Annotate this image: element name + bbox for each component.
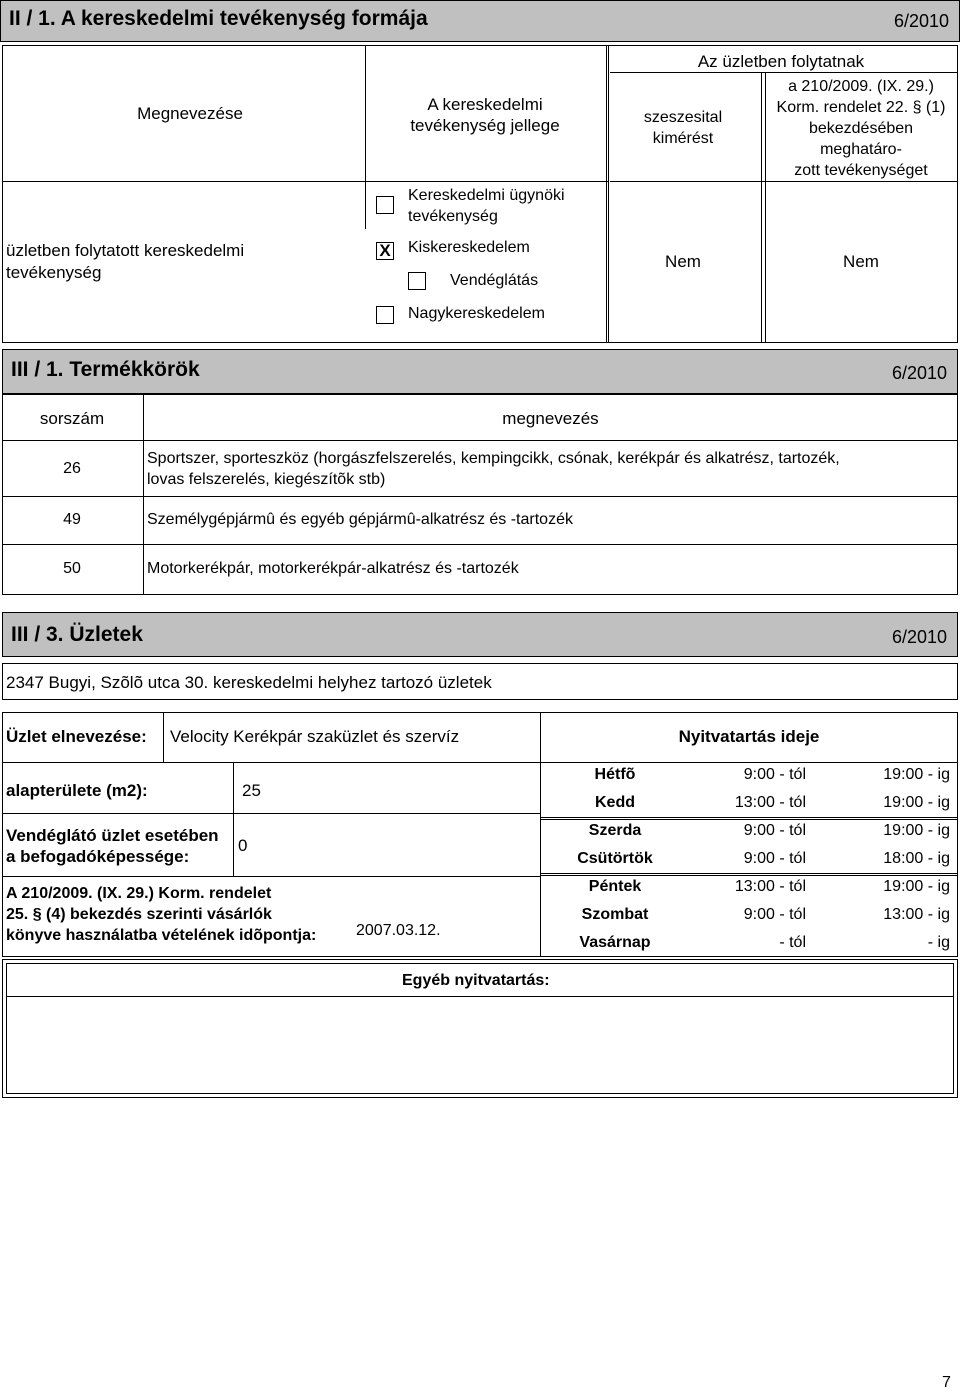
day-label: Szerda <box>588 822 642 839</box>
book-date-value: 2007.03.12. <box>356 922 441 939</box>
checkbox-retail[interactable]: X <box>376 242 394 260</box>
header-decree-line2: Korm. rendelet 22. § (1) <box>776 99 946 116</box>
header-alcohol-line2: kimérést <box>652 130 714 147</box>
row-name-line2: tevékenység <box>6 263 102 282</box>
from-time: 9:00 - tól <box>743 906 806 923</box>
row-serial: 49 <box>63 511 81 528</box>
option-wholesale-label: Nagykereskedelem <box>408 305 545 322</box>
to-time: 18:00 - ig <box>883 850 950 867</box>
from-time: 13:00 - tól <box>734 878 806 895</box>
day-label: Vasárnap <box>579 934 651 951</box>
day-label: Kedd <box>595 794 635 811</box>
header-decree-line5: zott tevékenységet <box>794 162 928 179</box>
book-label-line1: A 210/2009. (IX. 29.) Korm. rendelet <box>6 885 272 902</box>
header-product-name: megnevezés <box>502 409 599 428</box>
header-decree-line4: meghatáro- <box>820 141 902 158</box>
checkbox-wholesale[interactable] <box>376 306 394 324</box>
page-number: 7 <box>942 1374 951 1391</box>
row-product-line1: Sportszer, sporteszköz (horgászfelszerelés, kempingcikk, csónak, kerékpár és alkatrész, tartozék, <box>147 450 840 467</box>
from-time: 13:00 - tól <box>734 794 806 811</box>
header-nature-line1: A kereskedelmi <box>427 95 543 114</box>
row-name-line1: üzletben folytatott kereskedelmi <box>6 241 245 260</box>
to-time: 13:00 - ig <box>883 906 950 923</box>
area-value: 25 <box>242 781 261 800</box>
section-date: 6/2010 <box>891 363 947 383</box>
header-nature-line2: tevékenység jellege <box>410 116 560 135</box>
section-title: III / 1. Termékkörök <box>11 358 200 381</box>
day-label: Péntek <box>588 878 642 895</box>
book-label-line3: könyve használatba vételének idõpontja: <box>6 927 317 944</box>
option-catering-label: Vendéglátás <box>450 272 539 289</box>
day-label: Szombat <box>581 906 649 923</box>
checkbox-catering[interactable] <box>408 272 426 290</box>
capacity-label-line2: a befogadóképessége: <box>6 847 190 866</box>
day-label: Hétfõ <box>594 766 636 783</box>
row-serial: 50 <box>63 560 81 577</box>
option-retail-label: Kiskereskedelem <box>408 239 530 256</box>
store-name-label: Üzlet elnevezése: <box>6 727 147 746</box>
row-product-line1: Személygépjármû és egyéb gépjármû-alkatrész és -tartozék <box>147 511 573 528</box>
alcohol-value: Nem <box>665 252 701 271</box>
opening-hours-label: Nyitvatartás ideje <box>678 727 820 746</box>
header-store-group: Az üzletben folytatnak <box>697 52 865 71</box>
header-decree-line3: bekezdésében <box>808 120 914 137</box>
decree-value: Nem <box>843 252 879 271</box>
capacity-value: 0 <box>238 836 248 855</box>
section-header-stores <box>2 612 958 657</box>
to-time: 19:00 - ig <box>883 766 950 783</box>
area-label: alapterülete (m2): <box>6 781 148 800</box>
from-time: 9:00 - tól <box>743 850 806 867</box>
to-time: 19:00 - ig <box>883 878 950 895</box>
header-serial: sorszám <box>39 409 105 428</box>
row-serial: 26 <box>63 460 81 477</box>
row-product-line2: lovas felszerelés, kiegészítõk stb) <box>147 471 386 488</box>
header-decree-line1: a 210/2009. (IX. 29.) <box>788 78 934 95</box>
checkbox-agent-activity[interactable] <box>376 196 394 214</box>
section-title: III / 3. Üzletek <box>11 623 143 646</box>
row-product-line1: Motorkerékpár, motorkerékpár-alkatrész és -tartozék <box>147 560 519 577</box>
store-address: 2347 Bugyi, Szõlõ utca 30. kereskedelmi helyhez tartozó üzletek <box>6 673 492 692</box>
section-header-product-groups <box>2 349 958 394</box>
from-time: 9:00 - tól <box>743 766 806 783</box>
day-label: Csütörtök <box>577 850 653 867</box>
section-header-activity-form <box>0 0 960 42</box>
option-agent-label-line2: tevékenység <box>408 208 498 225</box>
from-time: - tól <box>779 934 806 951</box>
store-name-value: Velocity Kerékpár szaküzlet és szervíz <box>170 727 460 746</box>
section-date: 6/2010 <box>891 627 947 647</box>
book-label-line2: 25. § (4) bekezdés szerinti vásárlók <box>6 906 272 923</box>
from-time: 9:00 - tól <box>743 822 806 839</box>
option-agent-label-line1: Kereskedelmi ügynöki <box>408 187 565 204</box>
to-time: 19:00 - ig <box>883 794 950 811</box>
to-time: - ig <box>927 934 950 951</box>
capacity-label-line1: Vendéglátó üzlet esetében <box>6 826 219 845</box>
to-time: 19:00 - ig <box>883 822 950 839</box>
section-title: II / 1. A kereskedelmi tevékenység formája <box>9 7 428 30</box>
section-date: 6/2010 <box>893 11 949 31</box>
header-name: Megnevezése <box>137 104 243 123</box>
header-alcohol-line1: szeszesital <box>643 109 723 126</box>
other-hours-label: Egyéb nyitvatartás: <box>402 972 550 989</box>
